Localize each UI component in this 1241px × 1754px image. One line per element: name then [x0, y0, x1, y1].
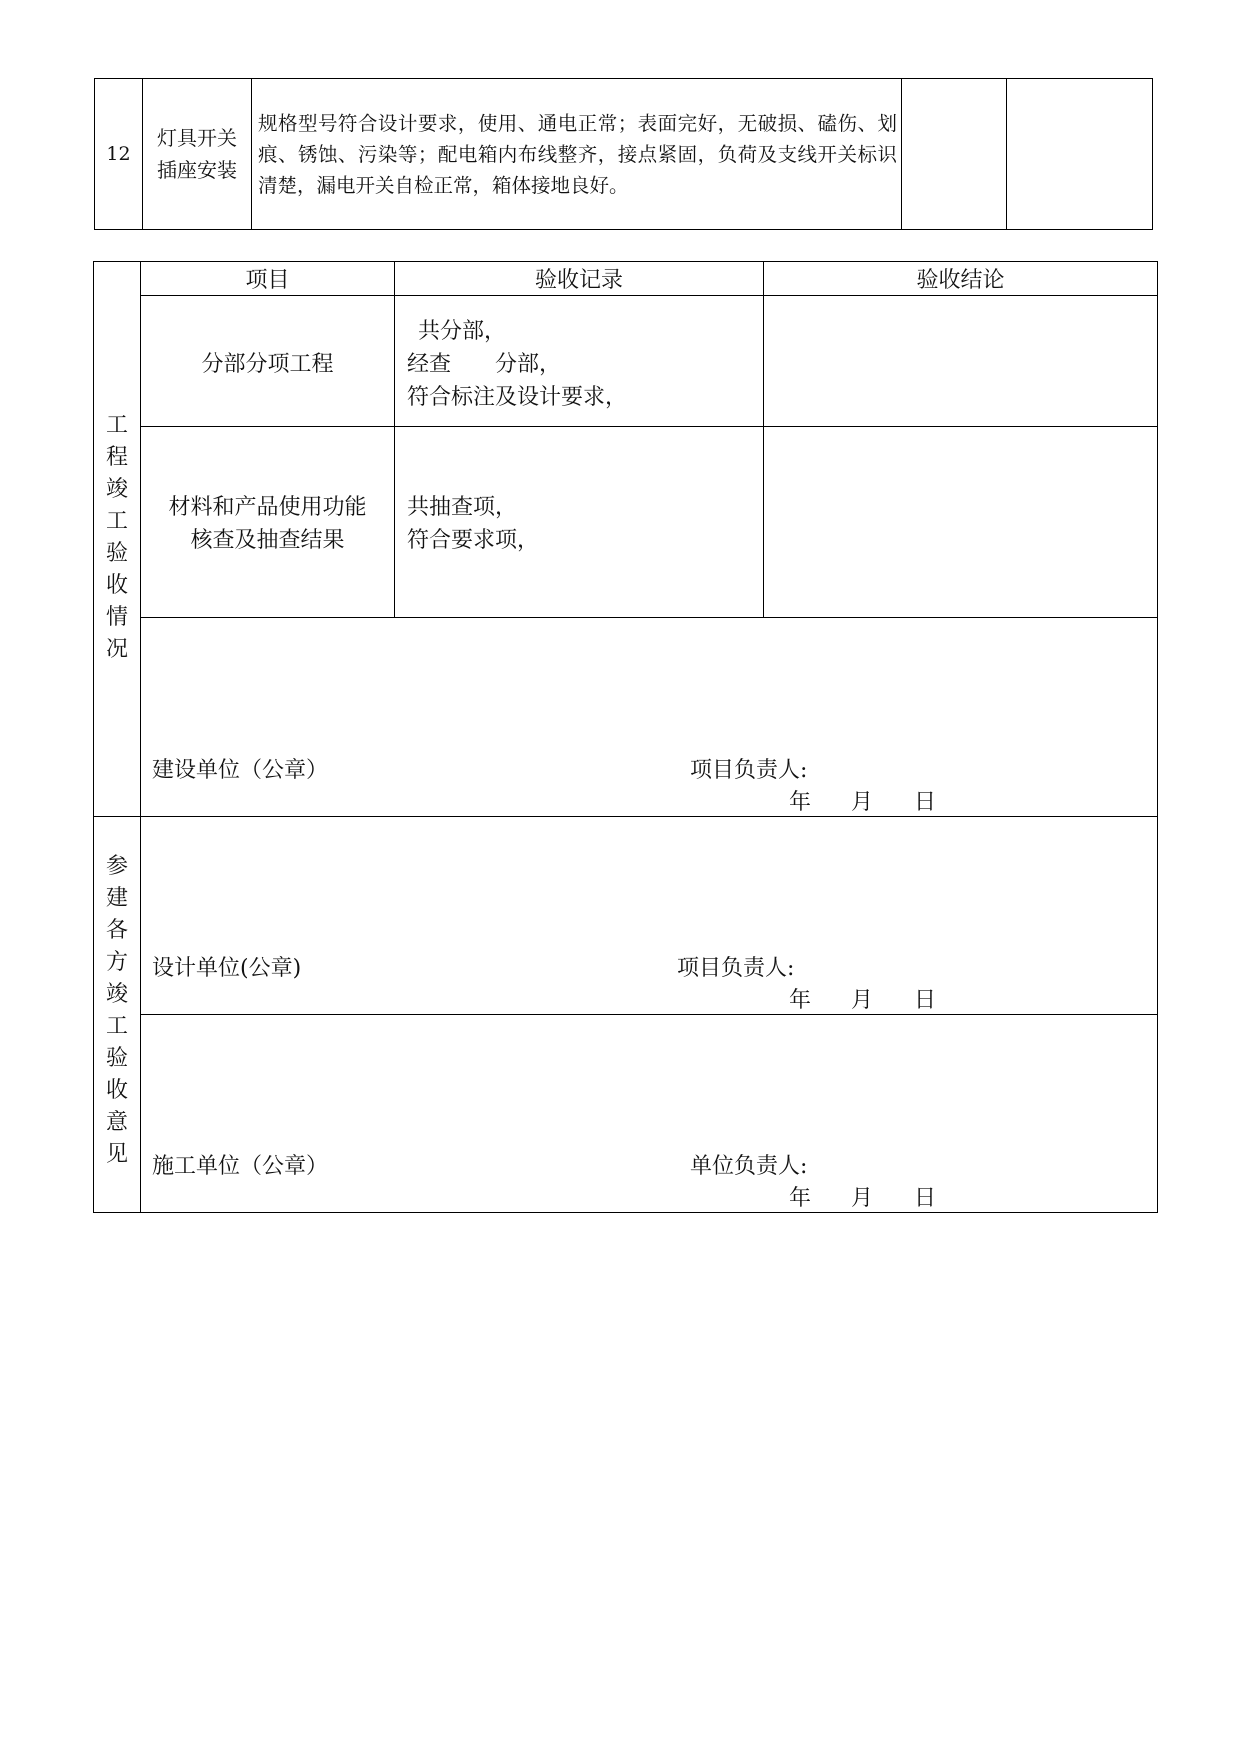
header-item: 项目	[245, 268, 290, 293]
opinion-side-label: 参 建 各 方 竣 工 验 收 意 见	[105, 854, 128, 1167]
date-day: 日	[914, 790, 937, 815]
row1-conclusion-cell	[763, 295, 1158, 427]
row2-conclusion-cell	[763, 426, 1158, 618]
date-month: 月	[851, 988, 874, 1013]
header-conclusion: 验收结论	[916, 268, 1005, 293]
row2-record-cell	[394, 426, 764, 618]
date-day: 日	[914, 1186, 937, 1211]
date-day: 日	[914, 988, 937, 1013]
table-row	[95, 79, 1153, 230]
date-year: 年	[789, 1186, 812, 1211]
row2-record-line: 符合要求项，	[407, 528, 540, 553]
contractor-signature-cell	[140, 1014, 1158, 1213]
row1-record-line: 经查 分部，	[407, 352, 562, 377]
date-month: 月	[851, 790, 874, 815]
item-name-line: 插座安装	[157, 158, 237, 182]
row2-record-line: 共抽查项，	[407, 495, 518, 520]
row-number: 12	[95, 79, 143, 230]
row1-item: 分部分项工程	[201, 352, 334, 377]
date-year: 年	[789, 790, 812, 815]
item-name-line: 灯具开关	[157, 126, 237, 150]
blank-cell	[902, 79, 1007, 230]
unit-leader-label: 单位负责人:	[690, 1154, 808, 1179]
row2-item-line: 材料和产品使用功能	[168, 495, 367, 520]
item-name-cell	[143, 79, 252, 230]
design-unit-seal: 设计单位(公章)	[152, 956, 302, 981]
requirement-text: 规格型号符合设计要求，使用、通电正常；表面完好，无破损、磕伤、划痕、锈蚀、污染等；配电箱内布线整齐，接点紧固，负荷及支线开关标识清楚，漏电开关自检正常，箱体接地良好。	[252, 79, 902, 230]
construction-signature-cell	[140, 617, 1158, 817]
contractor-unit-seal: 施工单位（公章）	[152, 1154, 329, 1179]
design-signature-cell	[140, 816, 1158, 1015]
row1-record-line: 共分部，	[418, 319, 507, 344]
header-record: 验收记录	[534, 268, 623, 293]
completion-side-label: 工 程 竣 工 验 收 情 况	[105, 413, 128, 662]
row2-item-cell	[140, 426, 395, 618]
blank-cell	[1007, 79, 1153, 230]
date-year: 年	[789, 988, 812, 1013]
inspection-table	[94, 78, 1153, 230]
row2-item-line: 核查及抽查结果	[190, 528, 345, 553]
date-month: 月	[851, 1186, 874, 1211]
row1-record-line: 符合标注及设计要求，	[407, 385, 628, 410]
project-leader-label: 项目负责人:	[690, 758, 808, 783]
project-leader-label: 项目负责人:	[677, 956, 795, 981]
construction-unit-seal: 建设单位（公章）	[152, 758, 329, 783]
